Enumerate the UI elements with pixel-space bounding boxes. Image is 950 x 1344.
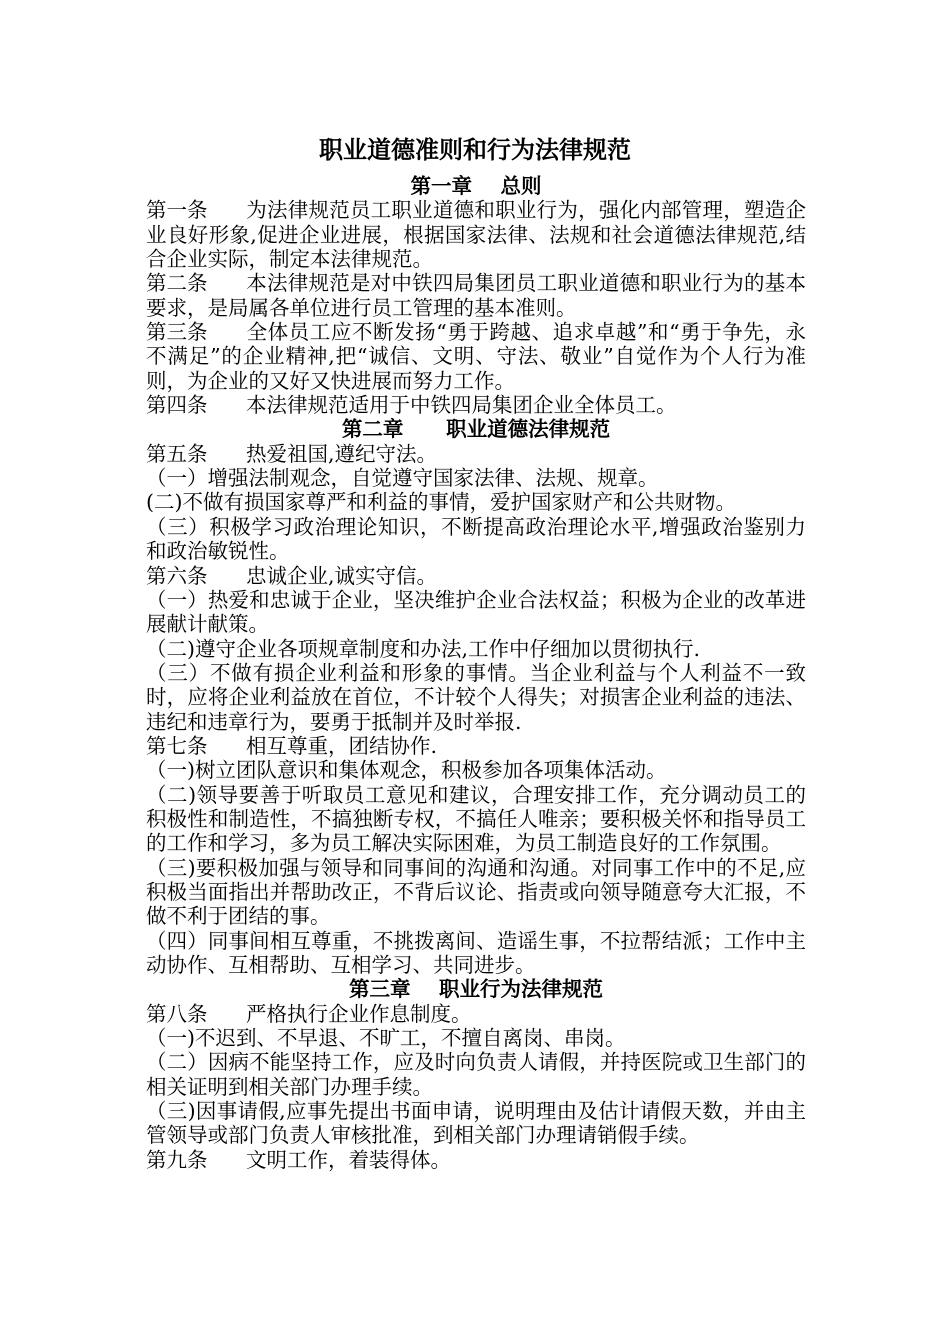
clause-paragraph xyxy=(146,637,806,661)
clause-paragraph xyxy=(146,1099,806,1148)
article-number: 第七条 xyxy=(146,733,208,758)
clause-paragraph xyxy=(146,783,806,856)
paragraph-text: 相互尊重，团结协作. xyxy=(246,733,438,758)
clause-paragraph xyxy=(146,515,806,564)
paragraph-text: （三)因事请假,应事先提出书面申请，说明理由及估计请假天数，并由主管领导或部门负责人审核批准，到相关部门办理请销假手续。 xyxy=(146,1099,806,1148)
paragraph-text: （二）因病不能坚持工作，应及时向负责人请假，并持医院或卫生部门的相关证明到相关部门办理手续。 xyxy=(146,1050,806,1099)
clause-paragraph xyxy=(146,856,806,929)
article-paragraph xyxy=(146,271,806,320)
paragraph-text: （一）热爱和忠诚于企业，坚决维护企业合法权益；积极为企业的改革进展献计献策。 xyxy=(146,587,806,637)
clause-paragraph xyxy=(146,661,806,734)
paragraph-text: （二)领导要善于听取员工意见和建议，合理安排工作，充分调动员工的积极性和制造性，不搞独断专权，不搞任人唯亲；要积极关怀和指导员工的工作和学习，多为员工解决实际困难，为员工制造良好的工作氛围。 xyxy=(146,782,806,856)
paragraph-text: 本法律规范是对中铁四局集团员工职业道德和职业行为的基本要求，是局属各单位进行员工管理的基本准则。 xyxy=(146,271,806,320)
article-number: 第五条 xyxy=(146,441,208,466)
article-number: 第一条 xyxy=(146,198,208,223)
paragraph-text: （三）积极学习政治理论知识，不断提高政治理论水平,增强政治鉴别力和政治敏锐性。 xyxy=(146,514,806,564)
article-paragraph xyxy=(146,320,806,393)
paragraph-text: 全体员工应不断发扬“勇于跨越、追求卓越”和“勇于争先，永不满足”的企业精神,把“诚信、文明、守法、敬业”自觉作为个人行为准则，为企业的又好又快进展而努力工作。 xyxy=(146,320,806,393)
article-number: 第二条 xyxy=(146,271,208,296)
paragraph-text: （三）不做有损企业利益和形象的事情。当企业利益与个人利益不一致时，应将企业利益放在首位，不计较个人得失；对损害企业利益的违法、违纪和违章行为，要勇于抵制并及时举报. xyxy=(146,660,806,734)
chapter-heading: 第三章 职业行为法律规范 xyxy=(348,977,604,1002)
paragraph-text: （一)树立团队意识和集体观念，积极参加各项集体活动。 xyxy=(146,758,667,783)
chapter-heading: 第一章 总则 xyxy=(410,174,542,198)
paragraph-text: 热爱祖国,遵纪守法。 xyxy=(246,441,438,466)
chapter-heading: 第二章 职业道德法律规范 xyxy=(341,417,611,442)
document-body xyxy=(146,174,806,1172)
clause-paragraph xyxy=(146,490,806,514)
paragraph-text: 严格执行企业作息制度。 xyxy=(246,1001,472,1026)
article-number: 第四条 xyxy=(146,393,208,418)
paragraph-text: (二)不做有损国家尊严和利益的事情，爱护国家财产和公共财物。 xyxy=(146,490,736,515)
clause-paragraph xyxy=(146,1026,806,1050)
paragraph-text: （一)不迟到、不早退、不旷工，不擅自离岗、串岗。 xyxy=(146,1026,626,1051)
article-paragraph xyxy=(146,734,806,758)
paragraph-text: 忠诚企业,诚实守信。 xyxy=(246,563,438,588)
article-paragraph xyxy=(146,198,806,271)
clause-paragraph xyxy=(146,588,806,637)
article-number: 第三条 xyxy=(146,320,208,345)
clause-paragraph xyxy=(146,758,806,782)
clause-paragraph xyxy=(146,929,806,978)
paragraph-text: （二)遵守企业各项规章制度和办法,工作中仔细加以贯彻执行. xyxy=(146,636,701,661)
article-number: 第六条 xyxy=(146,563,208,588)
article-number: 第九条 xyxy=(146,1147,208,1172)
paragraph-text: 文明工作，着装得体。 xyxy=(246,1147,451,1172)
paragraph-text: 为法律规范员工职业道德和职业行为，强化内部管理，塑造企业良好形象,促进企业进展，根据国家法律、法规和社会道德法律规范,结合企业实际，制定本法律规范。 xyxy=(146,198,806,272)
paragraph-text: （一）增强法制观念，自觉遵守国家法律、法规、规章。 xyxy=(146,466,659,491)
article-number: 第八条 xyxy=(146,1001,208,1026)
paragraph-text: （四）同事间相互尊重，不挑拨离间、造谣生事，不拉帮结派；工作中主动协作、互相帮助、互相学习、共同进步。 xyxy=(146,928,806,977)
paragraph-text: 本法律规范适用于中铁四局集团企业全体员工。 xyxy=(246,393,677,418)
article-paragraph xyxy=(146,393,806,417)
article-paragraph xyxy=(146,1148,806,1172)
article-paragraph xyxy=(146,564,806,588)
article-paragraph xyxy=(146,1002,806,1026)
clause-paragraph xyxy=(146,1050,806,1099)
clause-paragraph xyxy=(146,466,806,490)
document-title: 职业道德准则和行为法律规范 xyxy=(319,135,631,164)
paragraph-text: （三)要积极加强与领导和同事间的沟通和沟通。对同事工作中的不足,应积极当面指出并帮助改正，不背后议论、指责或向领导随意夸大汇报，不做不利于团结的事。 xyxy=(146,855,806,929)
article-paragraph xyxy=(146,442,806,466)
